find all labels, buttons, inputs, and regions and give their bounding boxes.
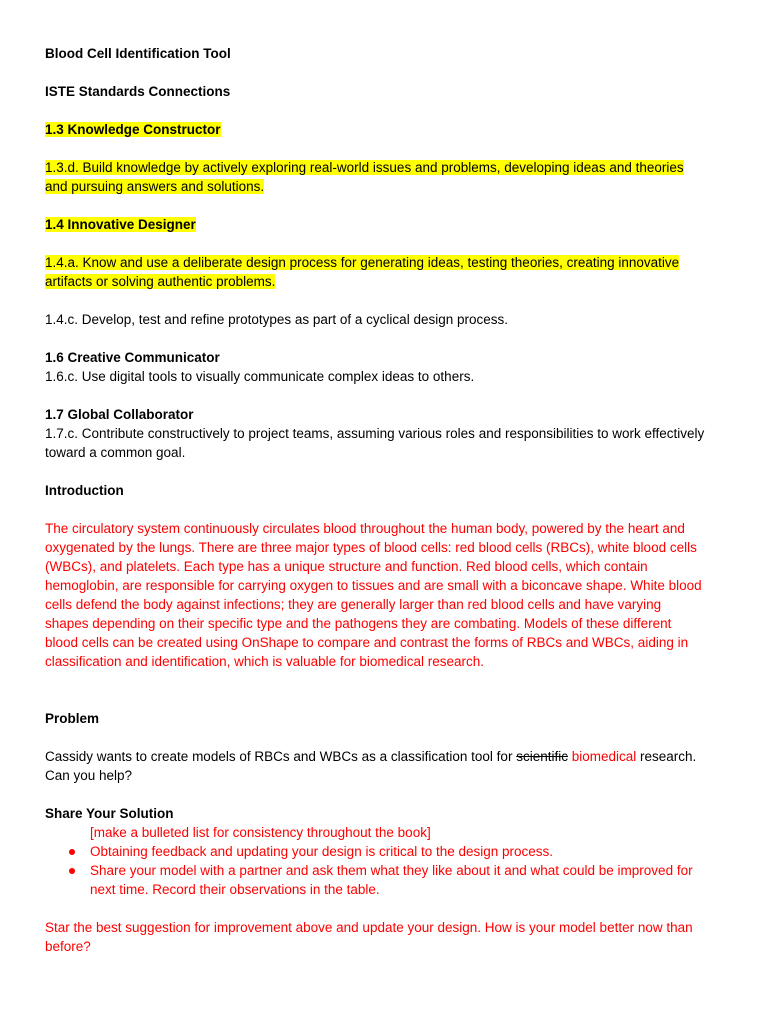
- bullet-text-line1: Share your model with a partner and ask them what they like about it and what could be improved for: [90, 863, 693, 878]
- introduction-line: blood cells can be created using OnShape to compare and contrast the forms of RBCs and WBCs, aiding in: [45, 635, 689, 650]
- standard-1-7-c-line1: 1.7.c. Contribute constructively to project teams, assuming various roles and responsibilities to work effectively: [45, 426, 705, 441]
- introduction-line: cells defend the body against infections; they are generally larger than red blood cells and have varying: [45, 597, 662, 612]
- document-page: [45, 44, 725, 956]
- introduction-line: (WBCs), and platelets. Each type has a unique structure and function. Red blood cells, which contain: [45, 559, 648, 574]
- bullet-icon: [69, 868, 75, 874]
- standard-1-4-c: 1.4.c. Develop, test and refine prototypes as part of a cyclical design process.: [45, 312, 508, 327]
- introduction-line: shapes depending on their specific type and the pathogens they are combating. Models of these different: [45, 616, 672, 631]
- standard-1-4-a-line2: artifacts or solving authentic problems.: [45, 274, 276, 289]
- standard-1-4-heading: 1.4 Innovative Designer: [45, 217, 196, 232]
- star-instruction-line2: before?: [45, 939, 91, 954]
- standard-1-7-heading: 1.7 Global Collaborator: [45, 407, 194, 422]
- introduction-heading: Introduction: [45, 483, 124, 498]
- introduction-line: The circulatory system continuously circulates blood throughout the human body, powered by the heart and: [45, 521, 685, 536]
- problem-heading: Problem: [45, 711, 100, 726]
- problem-text-post: research.: [636, 749, 697, 764]
- document-title: Blood Cell Identification Tool: [45, 46, 231, 61]
- standard-1-7-c-line2: toward a common goal.: [45, 445, 186, 460]
- introduction-line: classification and identification, which is valuable for biomedical research.: [45, 654, 484, 669]
- introduction-body: [45, 519, 725, 671]
- inserted-word: biomedical: [571, 749, 637, 764]
- bullet-text-line2: next time. Record their observations in the table.: [90, 882, 380, 897]
- standard-1-4-a-line1: 1.4.a. Know and use a deliberate design process for generating ideas, testing theories, creating innovative: [45, 255, 680, 270]
- bullet-icon: [69, 849, 75, 855]
- problem-text-line2: Can you help?: [45, 768, 133, 783]
- list-item: [45, 842, 725, 861]
- list-item: [45, 861, 725, 899]
- standard-1-6-heading: 1.6 Creative Communicator: [45, 350, 220, 365]
- share-solution-heading: Share Your Solution: [45, 806, 174, 821]
- bullet-text: Obtaining feedback and updating your design is critical to the design process.: [90, 844, 554, 859]
- introduction-line: oxygenated by the lungs. There are three major types of blood cells: red blood cells (RBCs), white blood cells: [45, 540, 697, 555]
- standard-1-3-d-line2: and pursuing answers and solutions.: [45, 179, 265, 194]
- share-solution-list: [45, 842, 725, 899]
- standard-1-3-heading: 1.3 Knowledge Constructor: [45, 122, 221, 137]
- deleted-word: scientific: [516, 749, 568, 764]
- problem-text-pre: Cassidy wants to create models of RBCs and WBCs as a classification tool for: [45, 749, 517, 764]
- standard-1-6-c: 1.6.c. Use digital tools to visually communicate complex ideas to others.: [45, 369, 475, 384]
- standard-1-3-d-line1: 1.3.d. Build knowledge by actively exploring real-world issues and problems, developing ideas and theories: [45, 160, 684, 175]
- iste-heading: ISTE Standards Connections: [45, 84, 231, 99]
- problem-text-line1: [45, 747, 725, 766]
- editor-note: [make a bulleted list for consistency throughout the book]: [90, 825, 431, 840]
- introduction-line: hemoglobin, are responsible for carrying oxygen to tissues and are small with a biconcave shape. White blood: [45, 578, 702, 593]
- star-instruction-line1: Star the best suggestion for improvement above and update your design. How is your model better now than: [45, 920, 693, 935]
